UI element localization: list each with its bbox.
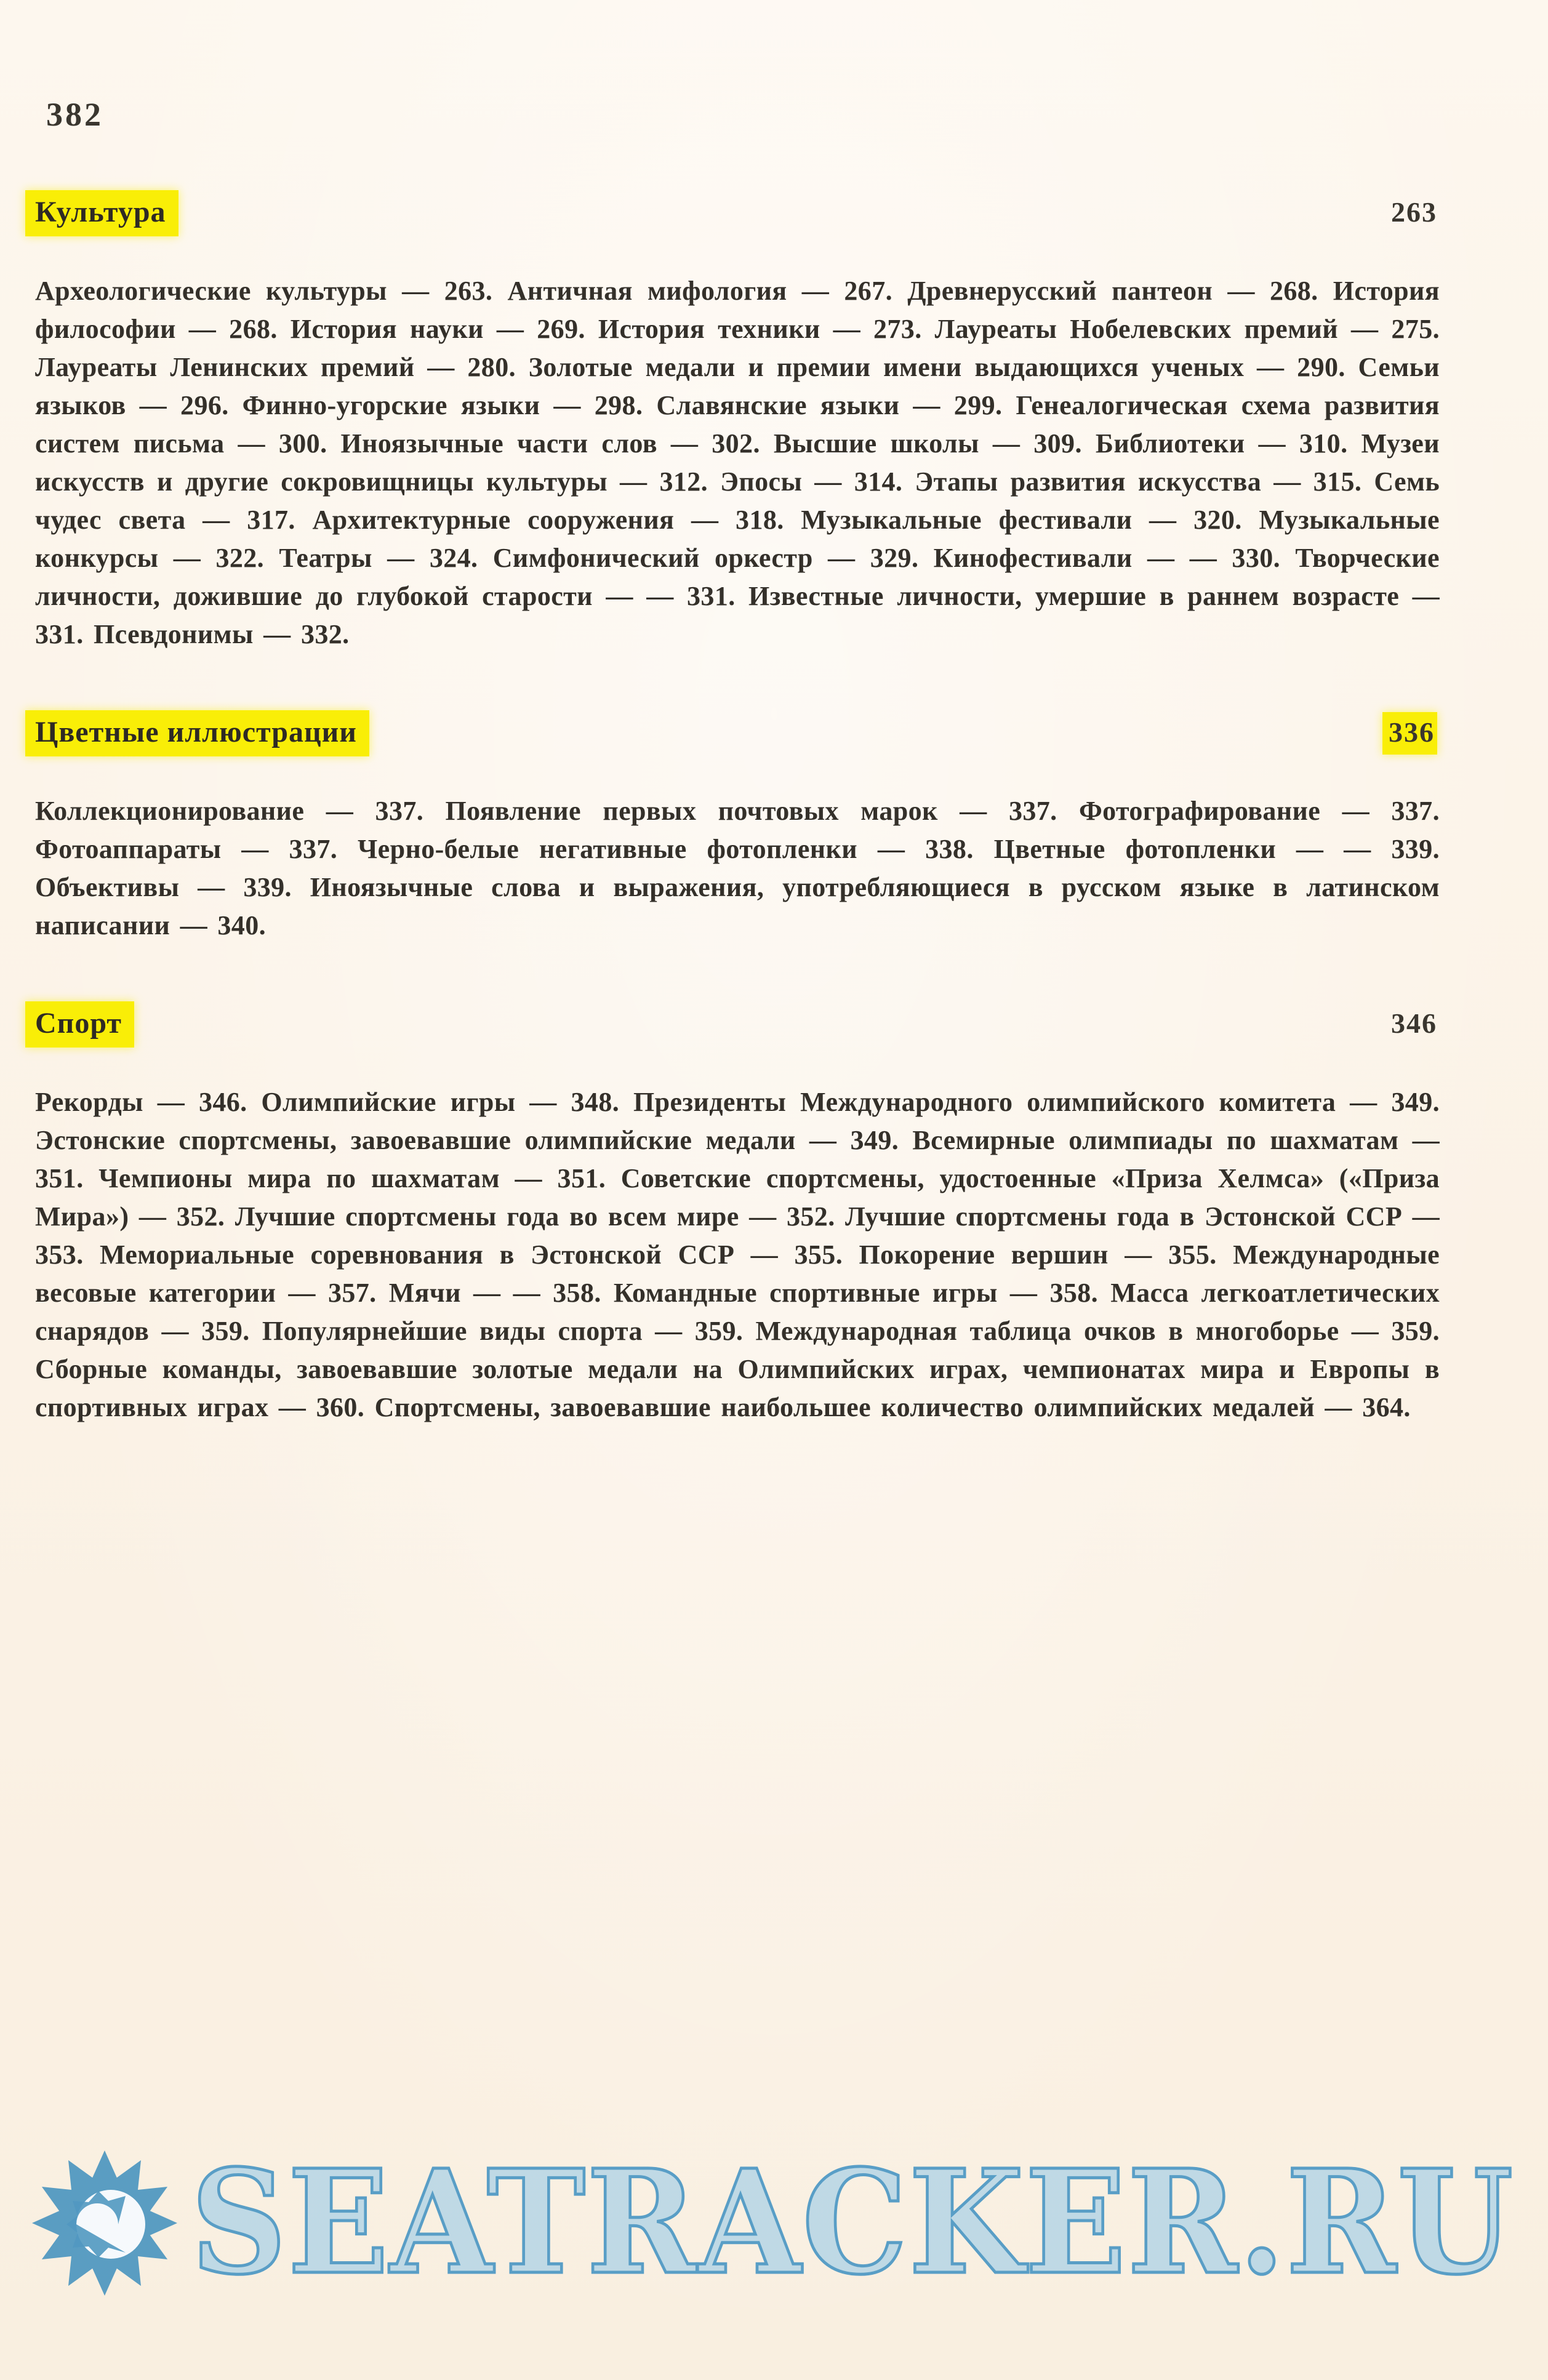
section-title-highlighted: Культура xyxy=(25,190,178,236)
section-heading-row xyxy=(35,710,1437,756)
section-color-illustrations xyxy=(35,710,1440,945)
sunburst-icon xyxy=(32,2150,177,2296)
section-index-entries: Рекорды — 346. Олимпийские игры — 348. Президенты Международного олимпийского комитета — 349. Эстонские спортсмены, завоевавшие олимпийские медали — 349. Всемирные олимпиады по шахматам — 351. Чемпионы мира по шахматам — 351. Советские спортсмены, удостоенные «Приза Хелмса» («Приза Мира») — 352. Лучшие спортсмены года во всем мире — 352. Лучшие спортсмены года в Эстонской ССР — 353. Мемориальные соревнования в Эстонской ССР — 355. Покорение вершин — 355. Международные весовые категории — 357. Мячи — — 358. Командные спортивные игры — 358. Масса легкоатлетических снарядов — 359. Популярнейшие виды спорта — 359. Международная таблица очков в многоборье — 359. Сборные команды, завоевавшие золотые медали на Олимпийских играх, чемпионатах мира и Европы в спортивных играх — 360. Спортсмены, завоевавшие наибольшее количество олимпийских медалей — 364. xyxy=(35,1087,1440,1422)
page-number: 382 xyxy=(46,96,103,133)
section-page-ref: 346 xyxy=(1391,1008,1437,1039)
section-title-highlighted: Спорт xyxy=(25,1001,134,1048)
section-heading-row xyxy=(35,190,1437,236)
section-title-highlighted: Цветные иллюстрации xyxy=(25,710,369,756)
watermark-text: SEATRACKER.RU xyxy=(191,2138,1514,2306)
section-page-ref: 336 xyxy=(1382,712,1437,755)
seatracker-watermark xyxy=(23,2114,1531,2326)
section-sport xyxy=(35,1001,1440,1427)
section-page-ref: 263 xyxy=(1391,196,1437,228)
section-index-entries: Археологические культуры — 263. Античная мифология — 267. Древнерусский пантеон — 268. История философии — 268. История науки — 269. История техники — 273. Лауреаты Нобелевских премий — 275. Лауреаты Ленинских премий — 280. Золотые медали и премии имени выдающихся ученых — 290. Семьи языков — 296. Финно-угорские языки — 298. Славянские языки — 299. Генеалогическая схема развития систем письма — 300. Иноязычные части слов — 302. Высшие школы — 309. Библиотеки — 310. Музеи искусств и другие сокровищницы культуры — 312. Эпосы — 314. Этапы развития искусства — 315. Семь чудес света — 317. Архитектурные сооружения — 318. Музыкальные фестивали — 320. Музыкальные конкурсы — 322. Театры — 324. Симфонический оркестр — 329. Кинофестивали — — 330. Творческие личности, дожившие до глубокой старости — — 331. Известные личности, умершие в раннем возрасте — 331. Псевдонимы — 332. xyxy=(35,276,1440,649)
section-heading-row xyxy=(35,1001,1437,1048)
section-index-entries: Коллекционирование — 337. Появление первых почтовых марок — 337. Фотографирование — 337. Фотоаппараты — 337. Черно-белые негативные фотопленки — 338. Цветные фотопленки — — 339. Объективы — 339. Иноязычные слова и выражения, употребляющиеся в русском языке в латинском написании — 340. xyxy=(35,796,1440,940)
section-culture xyxy=(35,190,1440,654)
